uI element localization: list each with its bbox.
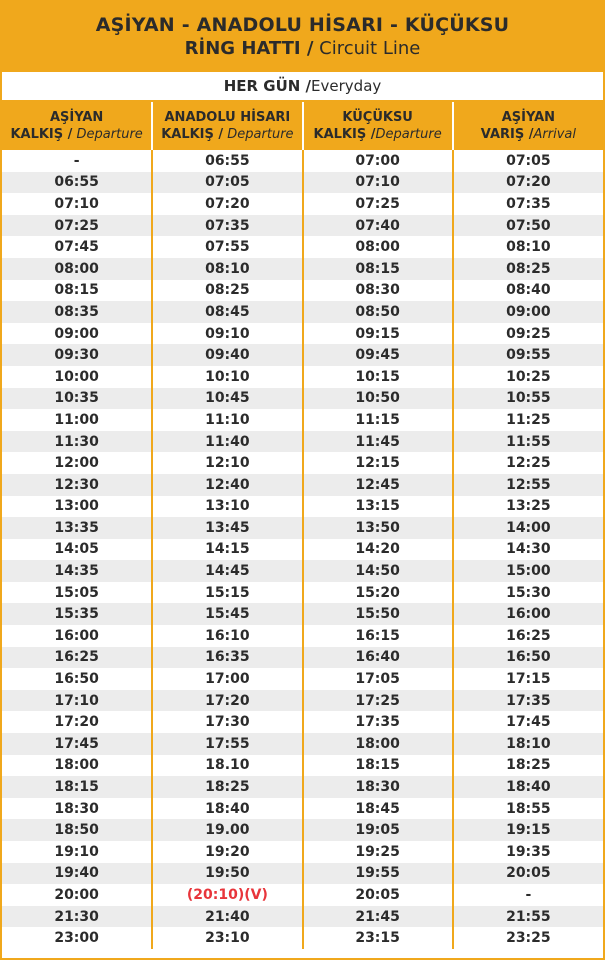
time-cell: 08:15 [54, 282, 99, 299]
time-cell: 14:50 [303, 560, 453, 582]
time-cell: 19.00 [152, 819, 302, 841]
time-cell: 13:10 [152, 496, 302, 518]
table-row [2, 517, 603, 539]
time-cell: 18:25 [453, 755, 603, 777]
time-cell: 11:45 [303, 431, 453, 453]
time-cell: 19:40 [2, 863, 152, 885]
time-cell: 17:10 [2, 690, 152, 712]
time-cell: 17:00 [152, 668, 302, 690]
table-row [2, 755, 603, 777]
time-cell: 17:15 [453, 668, 603, 690]
table-row [2, 280, 603, 302]
time-cell: 18:40 [152, 798, 302, 820]
table-row [2, 193, 603, 215]
table-row [2, 647, 603, 669]
column-station: KÜÇÜKSU [342, 110, 413, 125]
time-cell: 16:40 [303, 647, 453, 669]
time-cell: 16:25 [453, 625, 603, 647]
time-cell: 09:30 [2, 344, 152, 366]
time-cell: 11:15 [303, 409, 453, 431]
time-cell: 08:25 [152, 280, 302, 302]
time-cell: 19:25 [303, 841, 453, 863]
time-cell: 08:50 [303, 301, 453, 323]
time-cell: 09:25 [453, 323, 603, 345]
table-row [2, 733, 603, 755]
time-cell: 19:10 [54, 843, 99, 860]
time-cell: 19:05 [303, 819, 453, 841]
time-cell: 11:25 [453, 409, 603, 431]
table-row [2, 711, 603, 733]
time-cell: 14:30 [453, 539, 603, 561]
time-cell: 11:00 [54, 411, 99, 428]
time-cell: - [453, 884, 603, 906]
ring-line-label: RİNG HATTI / [184, 38, 314, 59]
table-row [2, 841, 603, 863]
table-row [2, 366, 603, 388]
column-station: ANADOLU HİSARI [164, 110, 291, 125]
time-cell: 11:55 [453, 431, 603, 453]
time-cell: 11:10 [152, 409, 302, 431]
time-cell: 10:15 [303, 366, 453, 388]
time-cell: 17:45 [453, 711, 603, 733]
time-cell: 08:00 [2, 258, 152, 280]
time-cell: 09:15 [303, 323, 453, 345]
column-direction-tr: KALKIŞ / [313, 127, 376, 142]
column-direction-tr: KALKIŞ / [161, 127, 224, 142]
table-row [2, 539, 603, 561]
table-row [2, 215, 603, 237]
table-row [2, 431, 603, 453]
time-cell: 08:45 [152, 301, 302, 323]
service-day-en: Everyday [311, 77, 382, 95]
time-cell: 17:45 [2, 733, 152, 755]
time-cell: 18:55 [453, 798, 603, 820]
table-row [2, 863, 603, 885]
time-cell: 07:10 [303, 172, 453, 194]
time-cell: 10:55 [453, 388, 603, 410]
time-cell: 23:10 [152, 927, 302, 949]
service-day-tr: HER GÜN / [223, 77, 312, 95]
time-cell: 07:00 [303, 150, 453, 172]
time-cell: 13:15 [303, 496, 453, 518]
time-cell: 19:55 [303, 863, 453, 885]
time-cell: 11:30 [2, 431, 152, 453]
time-cell: 08:25 [453, 258, 603, 280]
table-row [2, 409, 603, 431]
time-cell: 19:20 [152, 841, 302, 863]
time-cell: 12:00 [54, 455, 99, 472]
table-row [2, 668, 603, 690]
column-direction-en: Departure [72, 127, 143, 142]
time-cell: 09:00 [54, 325, 99, 342]
time-cell: 23:15 [303, 927, 453, 949]
time-cell: 06:55 [2, 172, 152, 194]
time-cell: 23:00 [54, 930, 99, 947]
schedule-body [2, 150, 603, 949]
time-cell: 20:00 [54, 886, 99, 903]
time-cell: 10:25 [453, 366, 603, 388]
time-cell: 07:40 [303, 215, 453, 237]
route-title: AŞİYAN - ANADOLU HİSARI - KÜÇÜKSU [95, 14, 510, 36]
table-row [2, 323, 603, 345]
time-cell: 08:30 [303, 280, 453, 302]
circuit-line-label: Circuit Line [313, 38, 421, 59]
table-row [2, 690, 603, 712]
time-cell: 07:10 [54, 195, 99, 212]
time-cell: 16:00 [54, 627, 99, 644]
table-row [2, 603, 603, 625]
time-cell: 21:30 [2, 906, 152, 928]
column-direction-en: Departure [223, 127, 294, 142]
time-cell: 09:40 [152, 344, 302, 366]
time-cell: 08:00 [303, 236, 453, 258]
time-cell: 08:10 [453, 236, 603, 258]
table-row [2, 258, 603, 280]
table-row [2, 388, 603, 410]
time-cell: 17:35 [303, 711, 453, 733]
table-row [2, 344, 603, 366]
table-row [2, 236, 603, 258]
time-cell: 09:55 [453, 344, 603, 366]
time-cell: 12:10 [152, 452, 302, 474]
table-row [2, 927, 603, 949]
table-row [2, 819, 603, 841]
column-station: AŞİYAN [49, 110, 104, 125]
time-cell: 17:55 [152, 733, 302, 755]
time-cell: 16:25 [2, 647, 152, 669]
time-cell: 15:50 [303, 603, 453, 625]
time-cell: 18:10 [453, 733, 603, 755]
time-cell: 16:50 [54, 671, 99, 688]
time-cell: 08:40 [453, 280, 603, 302]
table-row [2, 884, 603, 906]
time-cell: 18:45 [303, 798, 453, 820]
time-cell: 19:50 [152, 863, 302, 885]
title-banner [2, 2, 603, 72]
time-cell: 18:00 [303, 733, 453, 755]
column-direction-tr: VARIŞ / [480, 127, 534, 142]
time-cell: 19:35 [453, 841, 603, 863]
time-cell: 12:30 [2, 474, 152, 496]
time-cell: 12:40 [152, 474, 302, 496]
time-cell: 16:10 [152, 625, 302, 647]
time-cell: 07:45 [54, 239, 99, 256]
time-cell: 14:45 [152, 560, 302, 582]
table-row [2, 906, 603, 928]
time-cell: 15:00 [453, 560, 603, 582]
time-cell: 17:20 [54, 714, 99, 731]
time-cell: 15:35 [2, 603, 152, 625]
time-cell: 13:50 [303, 517, 453, 539]
time-cell: 10:00 [54, 368, 99, 385]
time-cell: 18.10 [152, 755, 302, 777]
time-cell: 17:25 [303, 690, 453, 712]
time-cell: 21:45 [303, 906, 453, 928]
time-cell: 15:15 [152, 582, 302, 604]
time-cell: 15:20 [303, 582, 453, 604]
schedule-table [2, 102, 603, 949]
column-direction [304, 126, 452, 143]
time-cell: 14:20 [303, 539, 453, 561]
time-cell: 10:35 [2, 388, 152, 410]
time-cell: 07:20 [152, 193, 302, 215]
time-cell: 14:35 [2, 560, 152, 582]
table-row [2, 150, 603, 172]
time-cell: 07:35 [453, 193, 603, 215]
column-header-asiyan-arrival [453, 102, 603, 150]
time-cell: 15:45 [152, 603, 302, 625]
time-cell: 20:05 [303, 884, 453, 906]
time-cell: 18:15 [303, 755, 453, 777]
time-cell: 15:30 [453, 582, 603, 604]
time-cell: 18:25 [152, 776, 302, 798]
time-cell: 07:05 [453, 150, 603, 172]
column-direction [153, 126, 301, 143]
service-day [2, 72, 603, 102]
time-cell: 21:55 [453, 906, 603, 928]
time-cell: 16:00 [453, 603, 603, 625]
time-cell: 12:45 [303, 474, 453, 496]
time-cell: (20:10)(V) [152, 884, 302, 906]
table-row [2, 172, 603, 194]
column-direction-en: Departure [375, 127, 442, 142]
time-cell: 13:45 [152, 517, 302, 539]
table-row [2, 474, 603, 496]
time-cell: 07:35 [152, 215, 302, 237]
time-cell: 15:05 [54, 584, 99, 601]
time-cell: 18:30 [303, 776, 453, 798]
time-cell: 13:35 [2, 517, 152, 539]
time-cell: 06:55 [152, 150, 302, 172]
time-cell: 18:40 [453, 776, 603, 798]
time-cell: 14:00 [453, 517, 603, 539]
time-cell: 07:05 [152, 172, 302, 194]
column-direction-tr: KALKIŞ / [10, 127, 73, 142]
column-header-kucuksu-departure [303, 102, 453, 150]
column-direction [454, 126, 603, 143]
time-cell: 10:10 [152, 366, 302, 388]
time-cell: 14:05 [54, 541, 99, 558]
column-direction-en: Arrival [533, 127, 576, 142]
time-cell: 08:10 [152, 258, 302, 280]
table-row [2, 625, 603, 647]
table-header-row [2, 102, 603, 150]
table-row [2, 452, 603, 474]
time-cell: - [73, 152, 80, 169]
column-direction [2, 126, 151, 143]
time-cell: 07:25 [303, 193, 453, 215]
time-cell: 13:00 [54, 498, 99, 515]
time-cell: 10:45 [152, 388, 302, 410]
time-cell: 23:25 [453, 927, 603, 949]
time-cell: 16:15 [303, 625, 453, 647]
time-cell: 17:35 [453, 690, 603, 712]
table-row [2, 560, 603, 582]
time-cell: 12:55 [453, 474, 603, 496]
time-cell: 10:50 [303, 388, 453, 410]
time-cell: 18:15 [2, 776, 152, 798]
time-cell: 09:00 [453, 301, 603, 323]
time-cell: 16:35 [152, 647, 302, 669]
table-row [2, 582, 603, 604]
table-row [2, 496, 603, 518]
time-cell: 17:30 [152, 711, 302, 733]
time-cell: 13:25 [453, 496, 603, 518]
time-cell: 19:15 [453, 819, 603, 841]
column-header-asiyan-departure [2, 102, 152, 150]
time-cell: 14:15 [152, 539, 302, 561]
time-cell: 07:20 [453, 172, 603, 194]
table-row [2, 776, 603, 798]
time-cell: 20:05 [453, 863, 603, 885]
time-cell: 07:25 [2, 215, 152, 237]
time-cell: 09:45 [303, 344, 453, 366]
table-row [2, 301, 603, 323]
column-header-anadolu-hisari-departure [152, 102, 302, 150]
time-cell: 12:25 [453, 452, 603, 474]
time-cell: 12:15 [303, 452, 453, 474]
time-cell: 16:50 [453, 647, 603, 669]
time-cell: 18:00 [54, 757, 99, 774]
time-cell: 07:55 [152, 236, 302, 258]
time-cell: 08:15 [303, 258, 453, 280]
route-subtitle [185, 37, 421, 61]
time-cell: 07:50 [453, 215, 603, 237]
time-cell: 08:35 [2, 301, 152, 323]
time-cell: 09:10 [152, 323, 302, 345]
column-station: AŞİYAN [501, 110, 556, 125]
time-cell: 17:20 [152, 690, 302, 712]
table-row [2, 798, 603, 820]
time-cell: 18:50 [2, 819, 152, 841]
time-cell: 21:40 [152, 906, 302, 928]
time-cell: 11:40 [152, 431, 302, 453]
time-cell: 17:05 [303, 668, 453, 690]
time-cell: 18:30 [54, 800, 99, 817]
